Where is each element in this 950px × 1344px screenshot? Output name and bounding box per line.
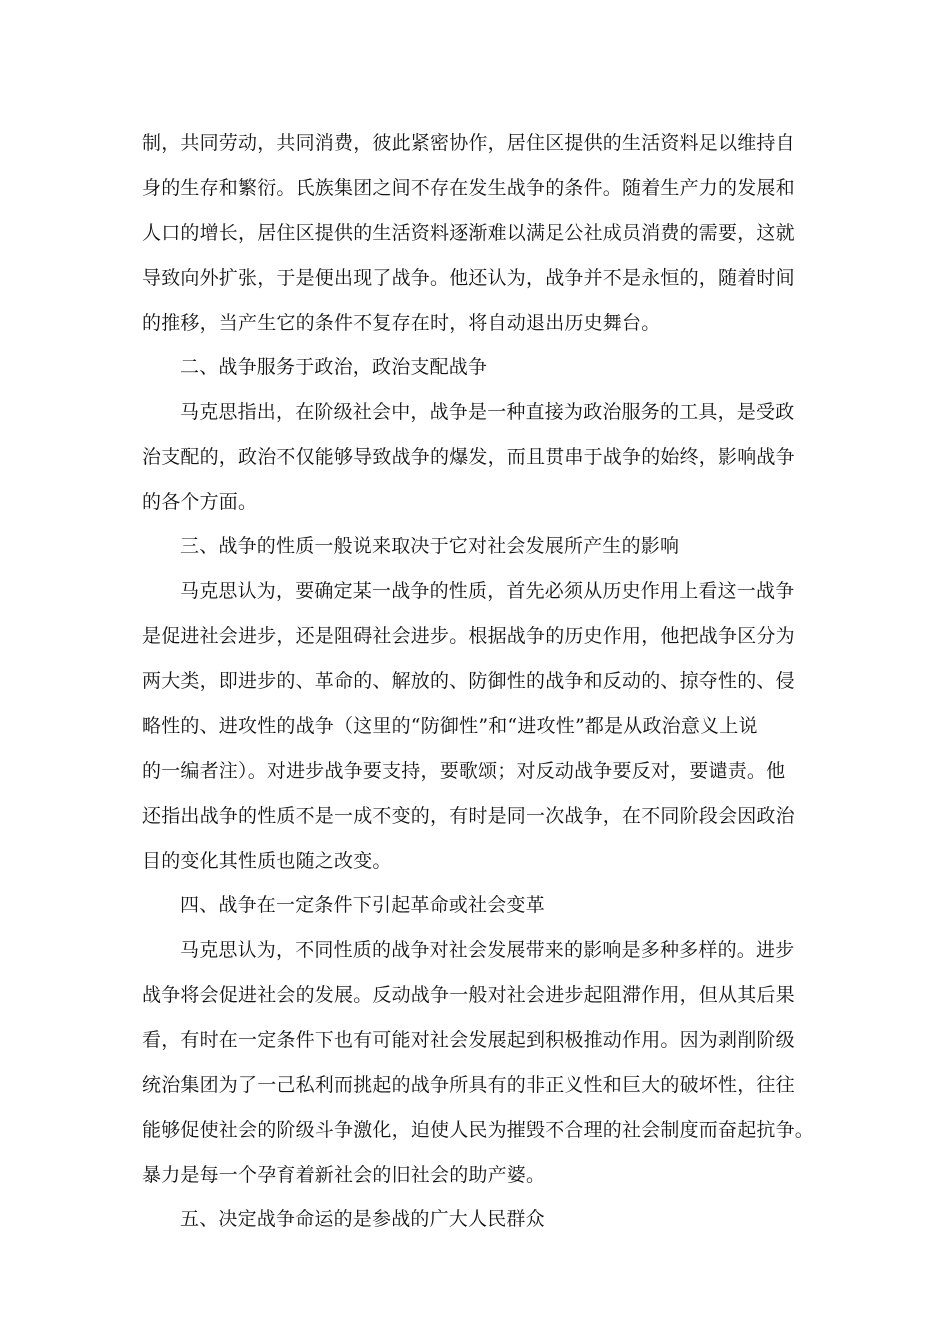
paragraph-3-line-5: 的一编者注）。对进步战争要支持，要歌颂；对反动战争要反对，要谴责。他 <box>142 760 786 782</box>
paragraph-3-line-7: 目的变化其性质也随之改变。 <box>142 850 392 872</box>
section-heading-3: 三、战争的性质一般说来取决于它对社会发展所产生的影响 <box>180 535 680 557</box>
paragraph-4-line-1: 马克思认为，不同性质的战争对社会发展带来的影响是多种多样的。进步 <box>180 939 795 961</box>
paragraph-4-line-4: 统治集团为了一己私利而挑起的战争所具有的非正义性和巨大的破坏性，往往 <box>142 1074 795 1096</box>
paragraph-3-line-4: 略性的、进攻性的战争（这里的“防御性”和“进攻性”都是从政治意义上说 <box>142 715 758 737</box>
paragraph-1-line-1: 制，共同劳动，共同消费，彼此紧密协作，居住区提供的生活资料足以维持自 <box>142 132 795 154</box>
section-heading-5: 五、决定战争命运的是参战的广大人民群众 <box>180 1208 545 1230</box>
paragraph-3-line-6: 还指出战争的性质不是一成不变的，有时是同一次战争，在不同阶段会因政治 <box>142 805 795 827</box>
paragraph-4-line-2: 战争将会促进社会的发展。反动战争一般对社会进步起阻滞作用，但从其后果 <box>142 984 795 1006</box>
paragraph-1-line-5: 的推移，当产生它的条件不复存在时，将自动退出历史舞台。 <box>142 312 661 334</box>
paragraph-3-line-1: 马克思认为，要确定某一战争的性质，首先必须从历史作用上看这一战争 <box>180 580 795 602</box>
paragraph-2-line-2: 治支配的，政治不仅能够导致战争的爆发，而且贯串于战争的始终，影响战争 <box>142 446 795 468</box>
section-heading-4: 四、战争在一定条件下引起革命或社会变革 <box>180 894 545 916</box>
section-heading-2: 二、战争服务于政治，政治支配战争 <box>180 356 488 378</box>
paragraph-3-line-2: 是促进社会进步，还是阻碍社会进步。根据战争的历史作用，他把战争区分为 <box>142 625 795 647</box>
paragraph-2-line-1: 马克思指出，在阶级社会中，战争是一种直接为政治服务的工具，是受政 <box>180 401 795 423</box>
paragraph-4-line-5: 能够促使社会的阶级斗争激化，迫使人民为摧毁不合理的社会制度而奋起抗争。 <box>142 1119 815 1141</box>
paragraph-1-line-4: 导致向外扩张，于是便出现了战争。他还认为，战争并不是永恒的，随着时间 <box>142 267 795 289</box>
paragraph-4-line-3: 看，有时在一定条件下也有可能对社会发展起到积极推动作用。因为剥削阶级 <box>142 1029 795 1051</box>
paragraph-2-line-3: 的各个方面。 <box>142 491 258 513</box>
paragraph-4-line-6: 暴力是每一个孕育着新社会的旧社会的助产婆。 <box>142 1164 546 1186</box>
paragraph-1-line-3: 人口的增长，居住区提供的生活资料逐渐难以满足公社成员消费的需要，这就 <box>142 222 795 244</box>
paragraph-1-line-2: 身的生存和繁衍。氏族集团之间不存在发生战争的条件。随着生产力的发展和 <box>142 177 795 199</box>
paragraph-3-line-3: 两大类，即进步的、革命的、解放的、防御性的战争和反动的、掠夺性的、侵 <box>142 670 795 692</box>
